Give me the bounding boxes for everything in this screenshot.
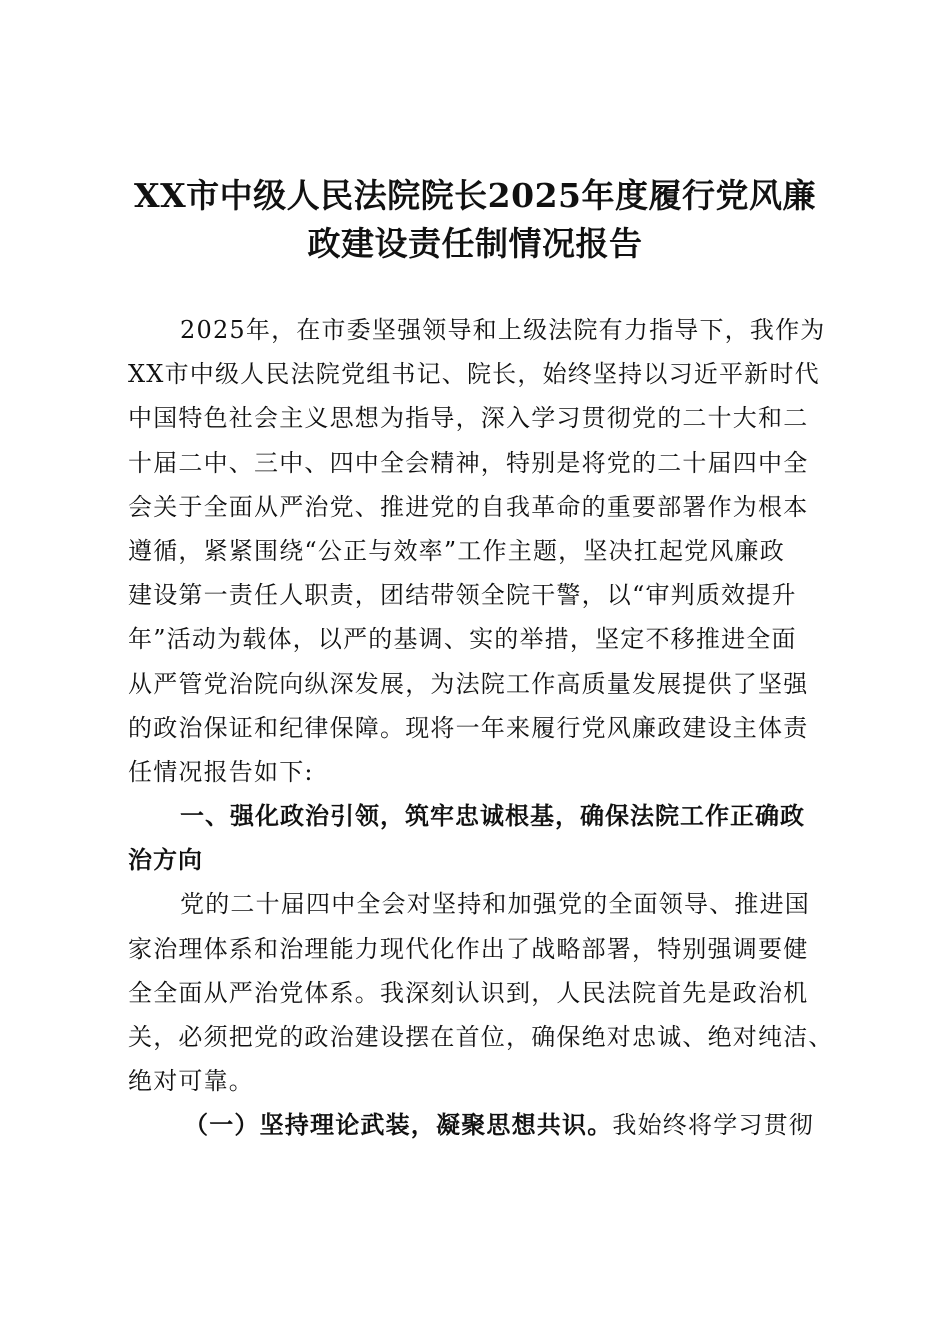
paragraph-2-line: 家治理体系和治理能力现代化作出了战略部署，特别强调要健 bbox=[128, 934, 809, 963]
paragraph-2-line: 全全面从严治党体系。我深刻认识到，人民法院首先是政治机 bbox=[128, 978, 809, 1007]
paragraph-2-line: 党的二十届四中全会对坚持和加强党的全面领导、推进国 bbox=[180, 890, 810, 919]
document-title-line-2: 政建设责任制情况报告 bbox=[307, 224, 643, 263]
document-body bbox=[128, 308, 843, 1148]
paragraph-1-line: 建设第一责任人职责，团结带领全院干警，以“审判质效提升 bbox=[128, 581, 797, 610]
subsection-line bbox=[128, 1103, 843, 1147]
paragraph-1-line: 十届二中、三中、四中全会精神，特别是将党的二十届四中全 bbox=[128, 448, 809, 477]
document-title-line-1: XX市中级人民法院院长2025年度履行党风廉 bbox=[133, 176, 817, 215]
subsection-text: 我始终将学习贯彻 bbox=[612, 1111, 815, 1140]
paragraph-2-line: 关，必须把党的政治建设摆在首位，确保绝对忠诚、绝对纯洁、 bbox=[128, 1023, 834, 1051]
paragraph-1-line: XX市中级人民法院党组书记、院长，始终坚持以习近平新时代 bbox=[128, 360, 820, 389]
paragraph-1-line: 遵循，紧紧围绕“公正与效率”工作主题，坚决扛起党风廉政 bbox=[128, 536, 785, 565]
paragraph-2-line: 绝对可靠。 bbox=[128, 1067, 254, 1096]
paragraph-1-line: 的政治保证和纪律保障。现将一年来履行党风廉政建设主体责 bbox=[128, 713, 809, 742]
paragraph-1-line: 任情况报告如下: bbox=[128, 757, 314, 786]
paragraph-1-line: 年”活动为载体，以严的基调、实的举措，坚定不移推进全面 bbox=[128, 625, 797, 654]
paragraph-1-line: 会关于全面从严治党、推进党的自我革命的重要部署作为根本 bbox=[128, 492, 809, 521]
section-heading-line: 治方向 bbox=[128, 846, 203, 875]
paragraph-1-line: 从严管党治院向纵深发展，为法院工作高质量发展提供了坚强 bbox=[128, 669, 809, 698]
paragraph-1-line: 中国特色社会主义思想为指导，深入学习贯彻党的二十大和二 bbox=[128, 404, 809, 433]
paragraph-1-line: 2025年，在市委坚强领导和上级法院有力指导下，我作为 bbox=[180, 316, 826, 344]
subsection-heading: （一）坚持理论武装，凝聚思想共识。 bbox=[184, 1110, 613, 1140]
section-heading-line: 一、强化政治引领，筑牢忠诚根基，确保法院工作正确政 bbox=[180, 802, 805, 831]
